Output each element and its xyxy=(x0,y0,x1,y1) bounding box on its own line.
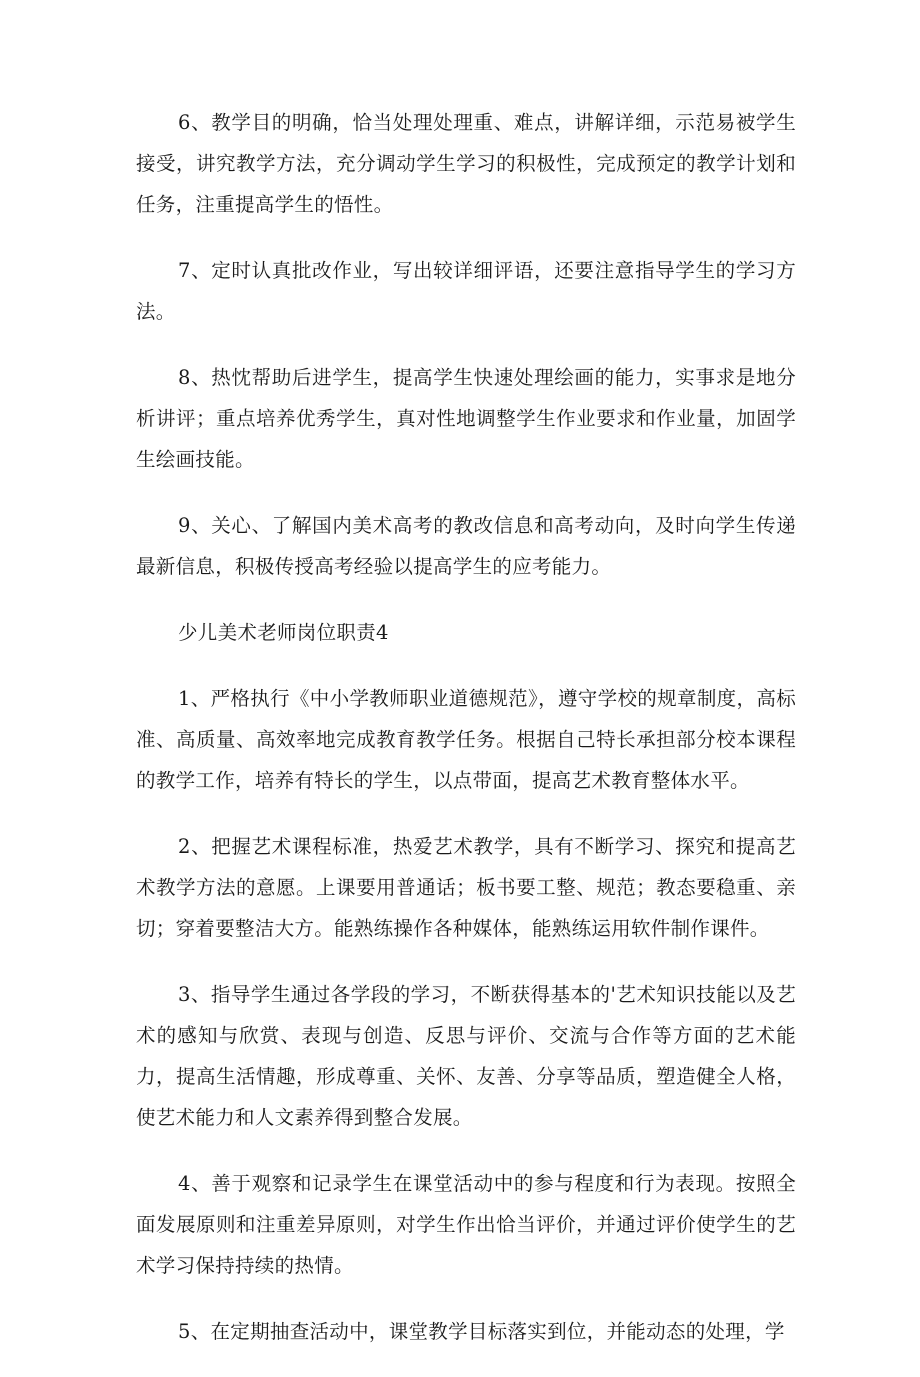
section-heading: 少儿美术老师岗位职责4 xyxy=(178,621,389,644)
paragraph-item-9: 9、关心、了解国内美术高考的教改信息和高考动向，及时向学生传递最新信息，积极传授高考经验以提高学生的应考能力。 xyxy=(136,514,796,578)
paragraph-item-2: 2、把握艺术课程标准，热爱艺术教学，具有不断学习、探究和提高艺术教学方法的意愿。上课要用普通话；板书要工整、规范；教态要稳重、亲切；穿着要整洁大方。能熟练操作各种媒体，能熟练运用软件制作课件。 xyxy=(136,835,796,940)
paragraph-item-3: 3、指导学生通过各学段的学习，不断获得基本的'艺术知识技能以及艺术的感知与欣赏、表现与创造、反思与评价、交流与合作等方面的艺术能力，提高生活情趣，形成尊重、关怀、友善、分享等品质，塑造健全人格，使艺术能力和人文素养得到整合发展。 xyxy=(136,983,796,1129)
paragraph-item-8: 8、热忱帮助后进学生，提高学生快速处理绘画的能力，实事求是地分析讲评；重点培养优秀学生，真对性地调整学生作业要求和作业量，加固学生绘画技能。 xyxy=(136,366,796,471)
paragraph-item-4: 4、善于观察和记录学生在课堂活动中的参与程度和行为表现。按照全面发展原则和注重差异原则，对学生作出恰当评价，并通过评价使学生的艺术学习保持持续的热情。 xyxy=(136,1172,796,1277)
document-body xyxy=(136,102,796,1377)
paragraph-item-6: 6、教学目的明确，恰当处理处理重、难点，讲解详细，示范易被学生接受，讲究教学方法，充分调动学生学习的积极性，完成预定的教学计划和任务，注重提高学生的悟性。 xyxy=(136,111,796,216)
paragraph-item-5: 5、在定期抽查活动中，课堂教学目标落实到位，并能动态的处理，学 xyxy=(178,1320,785,1343)
paragraph-item-1: 1、严格执行《中小学教师职业道德规范》，遵守学校的规章制度，高标准、高质量、高效率地完成教育教学任务。根据自己特长承担部分校本课程的教学工作，培养有特长的学生，以点带面，提高艺术教育整体水平。 xyxy=(136,687,796,792)
paragraph-item-7: 7、定时认真批改作业，写出较详细评语，还要注意指导学生的学习方法。 xyxy=(136,259,796,323)
